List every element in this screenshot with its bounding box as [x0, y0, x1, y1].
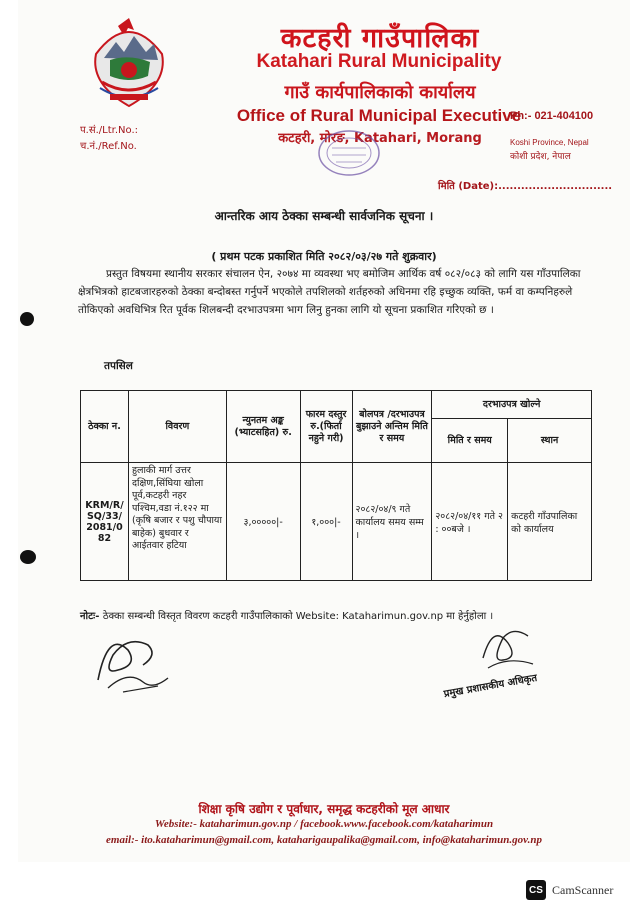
note-text: ठेक्का सम्बन्धी विस्तृत विवरण कटहरी गाउँपालिकाको Website: Kataharimun.gov.np मा हेर्नुहोला ।	[102, 611, 494, 622]
title-english: Katahari Rural Municipality	[256, 51, 502, 72]
cell-opening-place: कटहरी गाँउपालिका को कार्यालय	[508, 463, 592, 581]
header-contract-no: ठेक्का न.	[81, 391, 129, 463]
publish-date-line: ( प्रथम पटक प्रकाशित मिति २०८२/०३/२७ गते शुक्रवार)	[211, 250, 437, 263]
header-form-fee: फारम दस्तुर रु.(फिर्ता नहुने गरी)	[300, 391, 352, 463]
handwritten-signature-left	[88, 620, 178, 700]
notice-paragraph	[78, 265, 608, 319]
punch-hole-top	[20, 312, 34, 326]
office-stamp-seal	[316, 128, 382, 178]
letter-page	[18, 0, 630, 862]
header-opening: दरभाउपत्र खोल्ने	[432, 391, 592, 419]
cell-min-amount: ३,०००००|-	[226, 463, 300, 581]
cell-opening-date: २०८२/०४/११ गते २ : ००बजे ।	[432, 463, 508, 581]
notice-subject: आन्तरिक आय ठेक्का सम्बन्धी सार्वजनिक सूचना ।	[214, 209, 434, 223]
date-field: मिति (Date):..............................	[438, 181, 613, 192]
nepal-emblem-logo	[88, 14, 170, 112]
letter-number-label: प.सं./Ltr.No.:	[80, 125, 139, 136]
office-english: Office of Rural Municipal Executive	[236, 106, 522, 125]
title-nepali: कटहरी गाउँपालिका	[280, 23, 480, 54]
header-description: विवरण	[128, 391, 226, 463]
camscanner-text: CamScanner	[552, 882, 614, 897]
cell-bid-deadline: २०८२/०४/९ गते कार्यालय समय सम्म ।	[352, 463, 432, 581]
tapasil-heading: तपसिल	[104, 360, 133, 372]
header-opening-date: मिति र समय	[432, 419, 508, 463]
contract-table	[80, 390, 592, 581]
camscanner-watermark	[526, 880, 613, 900]
notice-paragraph-text: प्रस्तुत विषयमा स्थानीय सरकार संचालन ऐन, २०७४ मा व्यवस्था भए बमोजिम आर्थिक वर्ष ०८२/०८३ को लागि यस गाँउपालिका क्षेत्रभित्रको हाटबजारहरुको ठेक्का बन्दोबस्त गर्नुपर्ने भएकोले तपशिलको शर्तहरुको अधिनमा रहि इच्छुक व्यक्ति, फर्म वा कम्पनिहरुले तोकिएको अवधिभित्र रित पूर्वक शिलबन्दी दरभाउपत्रमा भाग लिनु हुनका लागि यो सूचना प्रकाशित गरिएको छ ।	[78, 268, 581, 316]
signatory-title: प्रमुख प्रशासकीय अधिकृत	[443, 672, 538, 701]
header-min-amount: न्युनतम अङ्क (भ्याटसहित) रु.	[226, 391, 300, 463]
table-row	[81, 463, 592, 581]
cell-contract-no: KRM/R/ SQ/33/ 2081/0 82	[81, 463, 129, 581]
header-bid-deadline: बोलपत्र /दरभाउपत्र बुझाउने अन्तिम मिति र समय	[352, 391, 432, 463]
punch-hole-bottom	[20, 550, 36, 564]
office-address: कटहरी, मोरङ, Katahari, Morang	[278, 131, 482, 146]
handwritten-signature-right	[473, 618, 543, 678]
province-english: Koshi Province, Nepal	[510, 138, 589, 147]
camscanner-logo-icon: CS	[526, 880, 546, 900]
footer-motto: शिक्षा कृषि उद्योग र पूर्वाधार, समृद्ध कटहरीको मूल आधार	[198, 802, 450, 816]
reference-number-label: च.नं./Ref.No.	[80, 141, 137, 152]
note-label: नोटः-	[80, 611, 100, 622]
office-nepali: गाउँ कार्यपालिकाको कार्यालय	[284, 82, 476, 103]
cell-description: हुलाकी मार्ग उत्तर दक्षिण,सिंघिया खोला पूर्व,कटहरी नहर पश्चिम,वडा नं.१२२ मा (कृषि बजार र पशु चौपाया बाहेक) बुधवार र आईतवार हटिया	[128, 463, 226, 581]
footer-website: Website:- kataharimun.gov.np / facebook.www.facebook.com/kataharimun	[154, 818, 494, 830]
cell-form-fee: १,०००|-	[300, 463, 352, 581]
footer-email: email:- ito.kataharimun@gmail.com, kataharigaupalika@gmail.com, info@kataharimun.gov.np	[106, 834, 542, 846]
phone-number: Ph:- 021-404100	[510, 110, 594, 122]
province-nepali: कोशी प्रदेश, नेपाल	[510, 152, 571, 162]
header-opening-place: स्थान	[508, 419, 592, 463]
table-header-row	[81, 391, 592, 419]
